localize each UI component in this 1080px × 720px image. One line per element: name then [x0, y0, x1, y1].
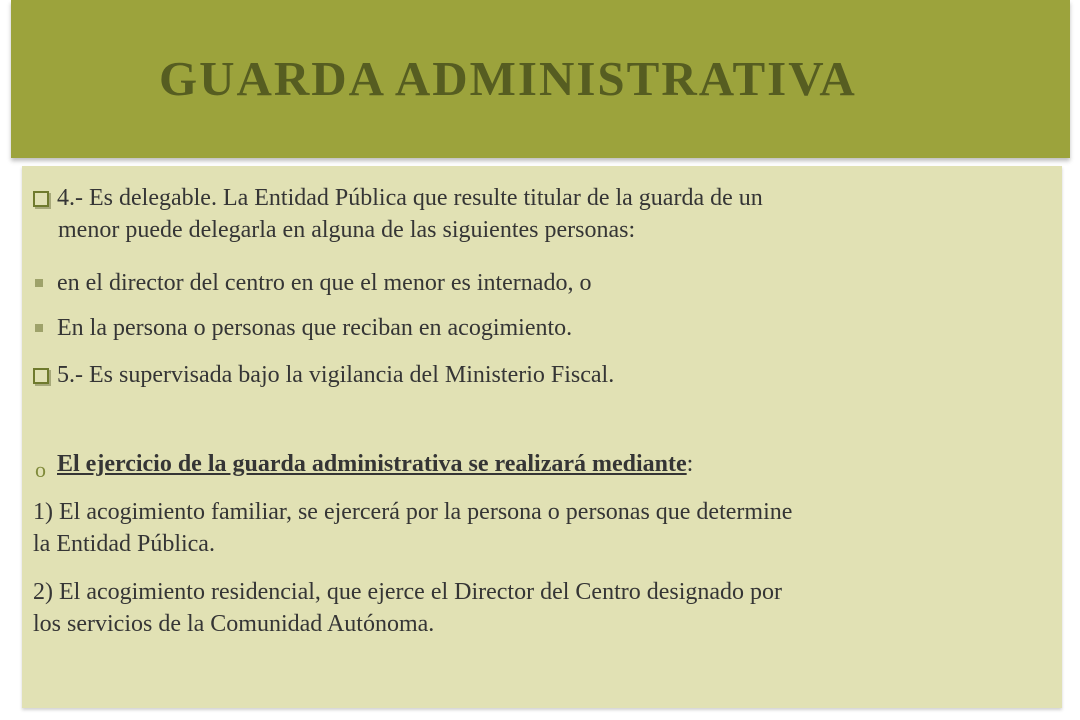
- list-item-supervisada: [57, 359, 614, 391]
- square-bullet-icon: [35, 324, 43, 332]
- item-text-line: menor puede delegarla en alguna de las siguientes personas:: [58, 217, 636, 243]
- paragraph-line: los servicios de la Comunidad Autónoma.: [33, 611, 435, 637]
- square-bullet-icon: [33, 191, 49, 207]
- item-text: 5.- Es supervisada bajo la vigilancia del Ministerio Fiscal.: [57, 362, 615, 388]
- paragraph-line: la Entidad Pública.: [33, 531, 215, 557]
- sub-list-item: [57, 312, 572, 344]
- list-item-delegable: [57, 182, 1047, 246]
- item-text-line: 4.- Es delegable. La Entidad Pública que resulte titular de la guarda de un: [57, 185, 763, 211]
- sub-item-text: En la persona o personas que reciban en acogimiento.: [57, 315, 573, 341]
- sub-item-text: en el director del centro en que el menor es internado, o: [57, 270, 592, 296]
- slide-title: GUARDA ADMINISTRATIVA: [159, 51, 857, 106]
- paragraph-familiar: [33, 496, 1053, 560]
- title-bar: [11, 0, 1070, 158]
- section-heading-text: El ejercicio de la guarda administrativa se realizará mediante: [57, 451, 687, 477]
- section-heading: [35, 448, 694, 482]
- paragraph-line: 2) El acogimiento residencial, que ejerce el Director del Centro designado por: [33, 579, 783, 605]
- square-bullet-icon: [33, 368, 49, 384]
- square-bullet-icon: [35, 279, 43, 287]
- heading-colon: :: [686, 451, 694, 477]
- paragraph-line: 1) El acogimiento familiar, se ejercerá por la persona o personas que determine: [33, 499, 793, 525]
- sub-list-item: [57, 267, 591, 299]
- circle-bullet-icon: o: [35, 457, 46, 482]
- paragraph-residencial: [33, 576, 1053, 640]
- content-panel: [22, 166, 1062, 708]
